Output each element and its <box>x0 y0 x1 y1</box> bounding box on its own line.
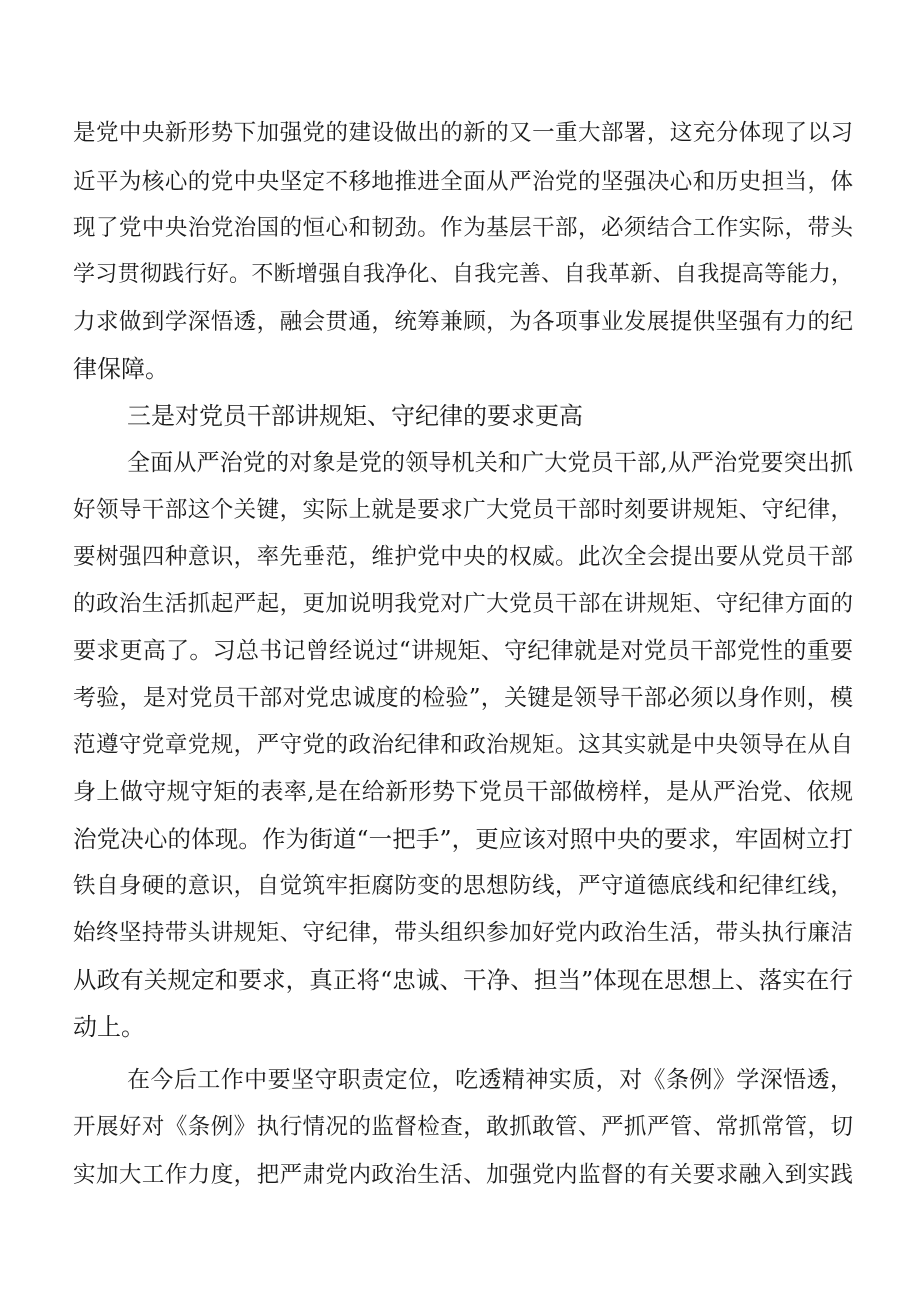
text-line: 铁自身硬的意识，自觉筑牢拒腐防变的思想防线，严守道德底线和纪律红线， <box>73 873 853 899</box>
text-line: 力求做到学深悟透，融会贯通，统筹兼顾，为各项事业发展提供坚强有力的纪 <box>73 309 853 335</box>
text-line: 是党中央新形势下加强党的建设做出的新的又一重大部署，这充分体现了以习 <box>73 120 853 146</box>
text-line: 律保障。 <box>73 355 169 383</box>
text-line: 范遵守党章党规，严守党的政治纪律和政治规矩。这其实就是中央领导在从自 <box>73 732 853 758</box>
text-line: 好领导干部这个关键，实际上就是要求广大党员干部时刻要讲规矩、守纪律， <box>73 497 853 523</box>
text-line: 要求更高了。习总书记曾经说过“讲规矩、守纪律就是对党员干部党性的重要 <box>73 638 853 664</box>
text-line: 要树强四种意识，率先垂范，维护党中央的权威。此次全会提出要从党员干部 <box>73 544 853 570</box>
text-line: 开展好对《条例》执行情况的监督检查，敢抓敢管、严抓严管、常抓常管，切 <box>73 1114 853 1140</box>
text-line: 近平为核心的党中央坚定不移地推进全面从严治党的坚强决心和历史担当，体 <box>73 169 853 195</box>
text-line: 现了党中央治党治国的恒心和韧劲。作为基层干部，必须结合工作实际，带头 <box>73 215 853 241</box>
text-line: 在今后工作中要坚守职责定位，吃透精神实质，对《条例》学深悟透， <box>127 1067 853 1093</box>
section-heading: 三是对党员干部讲规矩、守纪律的要求更高 <box>127 402 583 430</box>
text-line: 始终坚持带头讲规矩、守纪律，带头组织参加好党内政治生活，带头执行廉洁 <box>73 920 853 946</box>
text-line: 身上做守规守矩的表率,是在给新形势下党员干部做榜样，是从严治党、依规 <box>73 779 853 805</box>
text-line: 考验，是对党员干部对党忠诚度的检验”，关键是领导干部必须以身作则，模 <box>73 685 853 711</box>
text-line: 从政有关规定和要求，真正将“忠诚、干净、担当”体现在思想上、落实在行 <box>73 966 853 994</box>
text-line: 全面从严治党的对象是党的领导机关和广大党员干部,从严治党要突出抓 <box>127 450 853 476</box>
text-line: 实加大工作力度，把严肃党内政治生活、加强党内监督的有关要求融入到实践 <box>73 1162 853 1188</box>
text-line: 学习贯彻践行好。不断增强自我净化、自我完善、自我革新、自我提高等能力， <box>73 262 853 287</box>
text-line: 的政治生活抓起严起，更加说明我党对广大党员干部在讲规矩、守纪律方面的 <box>73 591 853 617</box>
text-line: 治党决心的体现。作为街道“一把手”，更应该对照中央的要求，牢固树立打 <box>73 825 853 853</box>
text-line: 动上。 <box>73 1013 145 1041</box>
